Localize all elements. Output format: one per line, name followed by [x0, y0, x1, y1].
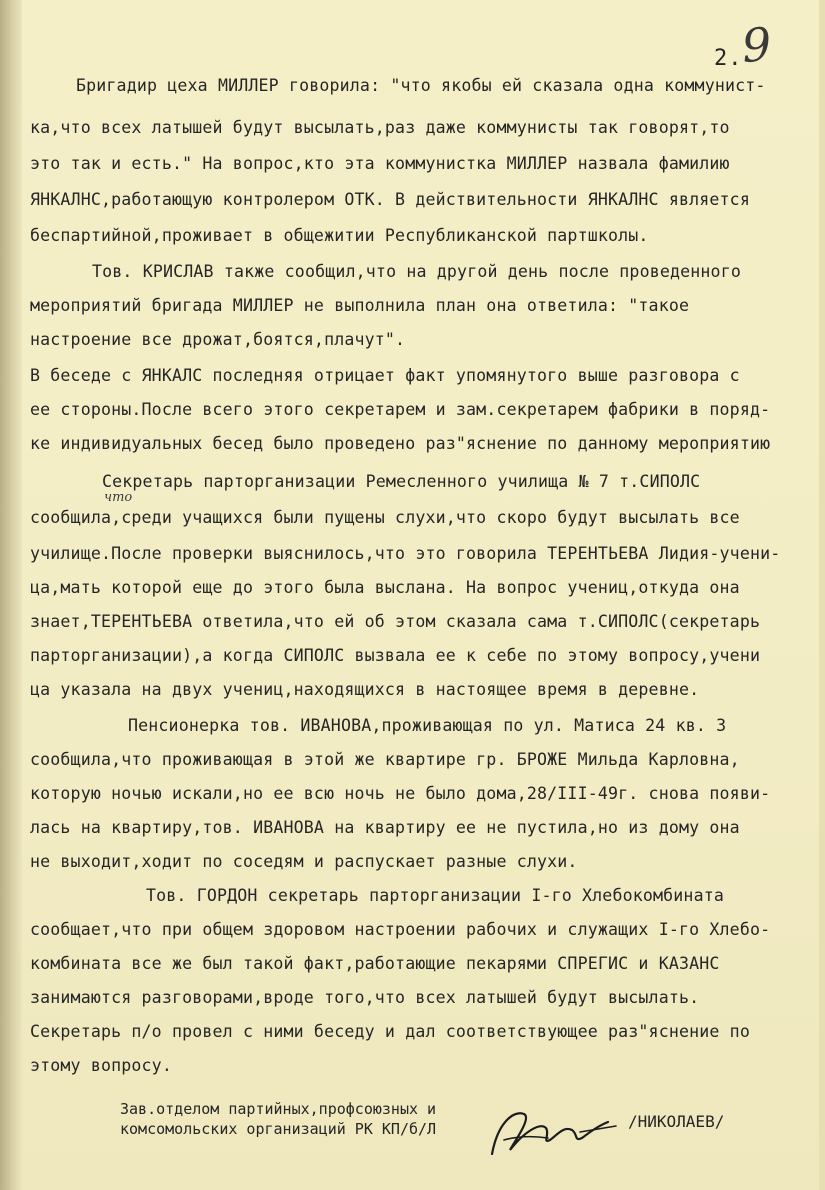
- handwritten-signature: [484, 1092, 624, 1172]
- text-line: Тов. КРИСЛАВ также сообщил,что на другой день после проведенного: [92, 262, 741, 281]
- text-line: Секретарь парторганизации Ремесленного училища № 7 т.СИПОЛС: [102, 472, 701, 491]
- text-line: беспартийной,проживает в общежитии Республиканской партшколы.: [30, 226, 649, 245]
- page-number: 2.: [714, 46, 743, 71]
- text-line: В беседе с ЯНКАЛС последняя отрицает факт упомянутого выше разговора с: [30, 366, 740, 385]
- text-line: лась на квартиру,тов. ИВАНОВА на квартиру ее не пустила,но из дому она: [30, 818, 740, 837]
- text-line: мероприятий бригада МИЛЛЕР не выполнила план она ответила: "такое: [30, 296, 690, 315]
- text-line: ее стороны.После всего этого секретарем и зам.секретарем фабрики в поряд-: [30, 400, 771, 419]
- footer-title-line2: комсомольских организаций РК КП/б/Л: [120, 1120, 437, 1138]
- text-line: Пенсионерка тов. ИВАНОВА,проживающая по ул. Матиса 24 кв. 3: [128, 716, 727, 735]
- text-line: сообщает,что при общем здоровом настроении рабочих и служащих I-го Хлебо-: [30, 920, 771, 939]
- signatory-name: /НИКОЛАЕВ/: [628, 1112, 725, 1131]
- text-line: ке индивидуальных бесед было проведено раз"яснение по данному мероприятию: [30, 434, 771, 453]
- handwritten-insertion: что: [104, 490, 133, 505]
- text-line: сообщила,что проживающая в этой же квартире гр. БРОЖЕ Мильда Карловна,: [30, 750, 740, 769]
- text-line: настроение все дрожат,боятся,плачут".: [30, 330, 406, 349]
- text-line: занимаются разговорами,вроде того,что всех латышей будут высылать.: [30, 988, 700, 1007]
- text-line: Секретарь п/о провел с ними беседу и дал соответствующее раз"яснение по: [30, 1022, 750, 1041]
- handwritten-page-number: 9: [740, 17, 774, 73]
- text-line: этому вопросу.: [30, 1056, 172, 1075]
- text-line: ца,мать которой еще до этого была выслана. На вопрос учениц,откуда она: [30, 578, 740, 597]
- footer-title-line1: Зав.отделом партийных,профсоюзных и: [120, 1100, 437, 1118]
- text-line: знает,ТЕРЕНТЬЕВА ответила,что ей об этом сказала сама т.СИПОЛС(секретарь: [30, 612, 761, 631]
- text-line: парторганизации),а когда СИПОЛС вызвала ее к себе по этому вопросу,учени: [30, 646, 761, 665]
- text-line: которую ночью искали,но ее всю ночь не было дома,28/III-49г. снова появи-: [30, 784, 771, 803]
- page-binding-edge: [0, 0, 22, 1190]
- text-line: не выходит,ходит по соседям и распускает разные слухи.: [30, 852, 578, 871]
- text-line: Тов. ГОРДОН секретарь парторганизации I-го Хлебокомбината: [146, 886, 724, 905]
- text-line: сообщила,среди учащихся были пущены слухи,что скоро будут высылать все: [30, 508, 740, 527]
- text-line: это так и есть." На вопрос,кто эта коммунистка МИЛЛЕР назвала фамилию: [30, 154, 730, 173]
- text-line: Бригадир цеха МИЛЛЕР говорила: "что якобы ей сказала одна коммунист-: [76, 76, 766, 95]
- text-line: ца указала на двух учениц,находящихся в настоящее время в деревне.: [30, 680, 700, 699]
- text-line: комбината все же был такой факт,работающие пекарями СПРЕГИС и КАЗАНС: [30, 954, 720, 973]
- text-line: ка,что всех латышей будут высылать,раз даже коммунисты так говорят,то: [30, 118, 730, 137]
- text-line: ЯНКАЛНС,работающую контролером ОТК. В действительности ЯНКАЛНС является: [30, 190, 750, 209]
- page-right-edge: [819, 0, 825, 1190]
- text-line: училище.После проверки выяснилось,что это говорила ТЕРЕНТЬЕВА Лидия-учени-: [30, 544, 781, 563]
